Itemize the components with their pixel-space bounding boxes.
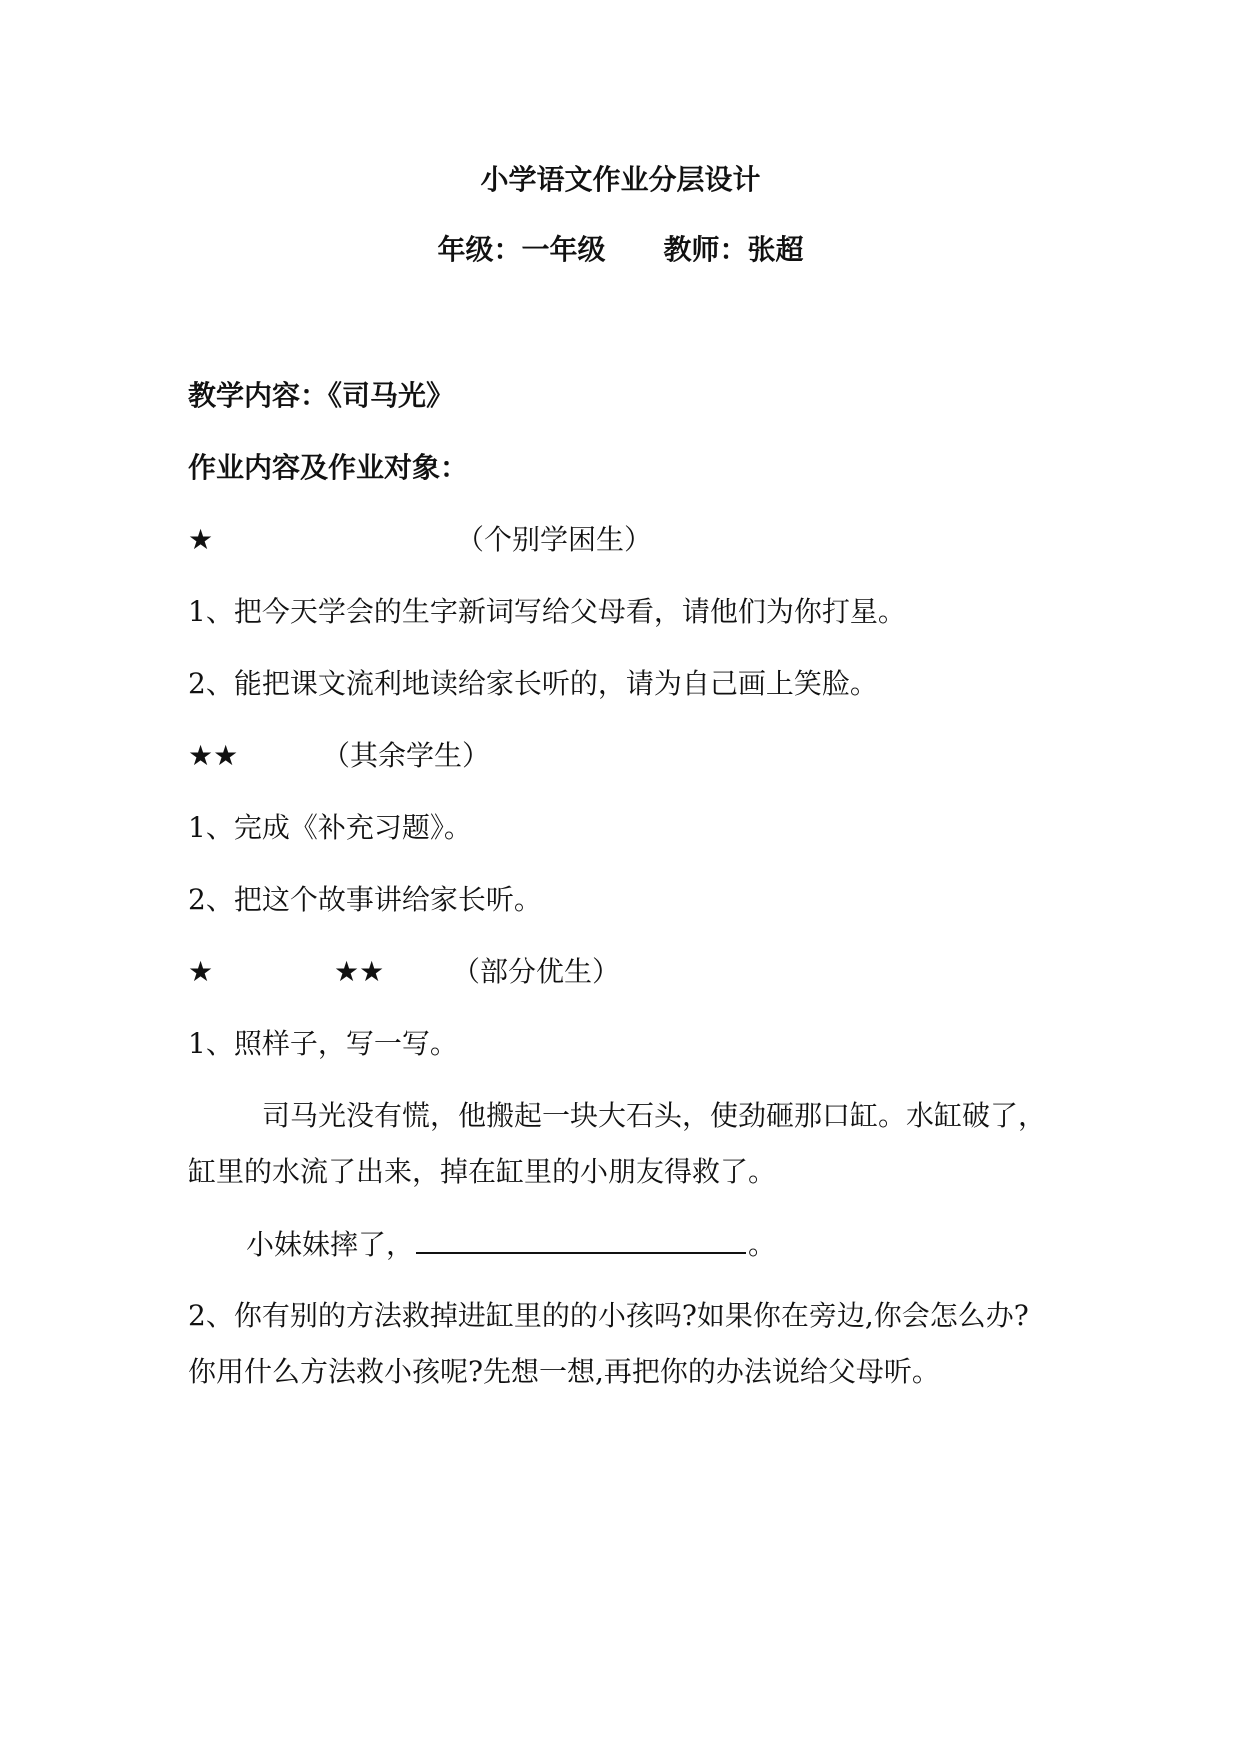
- teaching-content: 教学内容：《司马光》: [188, 379, 455, 412]
- level3-item2-line1: 2、你有别的方法救掉进缸里的的小孩吗?如果你在旁边,你会怎么办?: [188, 1299, 1029, 1332]
- fill-in-sentence: [246, 1224, 776, 1265]
- example-sentence-line1: 司马光没有慌，他搬起一块大石头，使劲砸那口缸。水缸破了，: [262, 1099, 1047, 1132]
- answer-blank[interactable]: [416, 1224, 746, 1254]
- level1-group: （个别学困生）: [456, 523, 653, 556]
- level3-item2-line2: 你用什么方法救小孩呢?先想一想,再把你的办法说给父母听。: [188, 1355, 940, 1388]
- level3-stars-b: ★★: [334, 955, 385, 988]
- page-title: 小学语文作业分层设计: [480, 163, 761, 196]
- level3-group: （部分优生）: [452, 955, 621, 988]
- section-heading: 作业内容及作业对象：: [188, 451, 469, 484]
- level1-item: 2、能把课文流利地读给家长听的，请为自己画上笑脸。: [188, 667, 878, 700]
- level2-stars: ★★: [188, 739, 239, 772]
- level2-group: （其余学生）: [322, 739, 491, 772]
- level1-item: 1、把今天学会的生字新词写给父母看，请他们为你打星。: [188, 595, 906, 628]
- level3-stars-a: ★: [188, 955, 214, 988]
- grade-label: 年级：一年级: [437, 233, 606, 266]
- fill-prefix: 小妹妹摔了，: [246, 1228, 415, 1261]
- level1-stars: ★: [188, 523, 214, 556]
- teacher-label: 教师：张超: [663, 233, 804, 266]
- level2-item: 2、把这个故事讲给家长听。: [188, 883, 542, 916]
- level2-item: 1、完成《补充习题》。: [188, 811, 472, 844]
- example-sentence-line2: 缸里的水流了出来，掉在缸里的小朋友得救了。: [188, 1155, 777, 1188]
- fill-suffix: 。: [748, 1228, 777, 1261]
- page-subtitle: [0, 230, 1241, 270]
- level3-item: 1、照样子，写一写。: [188, 1027, 458, 1060]
